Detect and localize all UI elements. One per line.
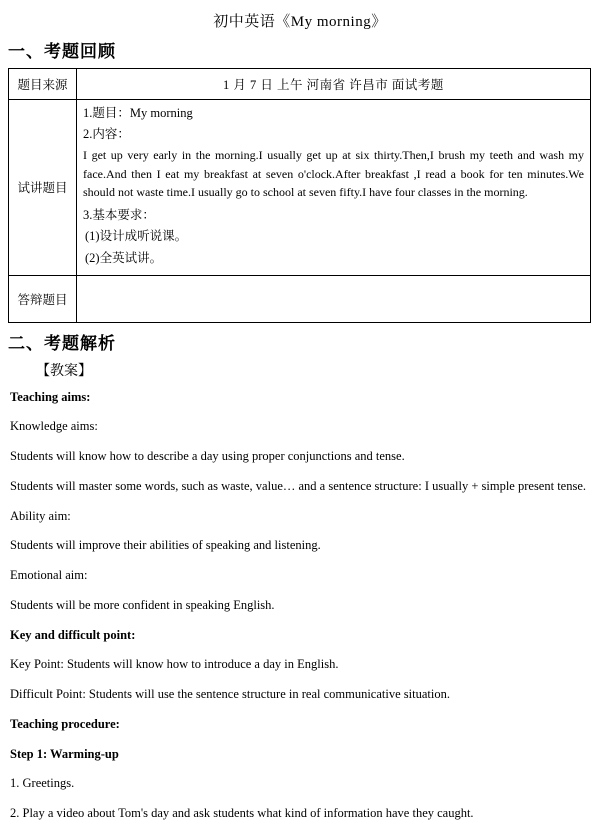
exam-review-table <box>8 68 591 323</box>
source-value-cell: 1 月 7 日 上午 河南省 许昌市 面试考题 <box>77 69 591 100</box>
lesson-requirement-2: (2)全英试讲。 <box>85 250 163 265</box>
analysis-line-8: Key and difficult point: <box>10 627 136 642</box>
lesson-label-cell: 试讲题目 <box>9 100 77 276</box>
analysis-line-1: Knowledge aims: <box>10 419 98 434</box>
lesson-requirement-1: (1)设计成听说课。 <box>85 229 188 244</box>
table-row <box>9 100 591 276</box>
analysis-line-11: Teaching procedure: <box>10 716 120 731</box>
section-heading-analysis: 二、考题解析 <box>8 333 116 353</box>
analysis-line-13: 1. Greetings. <box>10 776 75 791</box>
analysis-line-2: Students will know how to describe a day using proper conjunctions and tense. <box>10 449 405 464</box>
analysis-line-10: Difficult Point: Students will use the sentence structure in real communicative situation. <box>10 687 450 702</box>
analysis-line-12: Step 1: Warming-up <box>10 746 119 761</box>
analysis-line-9: Key Point: Students will know how to introduce a day in English. <box>10 657 339 672</box>
lesson-content-label: 2.内容： <box>83 127 130 142</box>
lesson-passage: I get up very early in the morning.I usually get up at six thirty.Then,I brush my teeth and wash my face.And then I eat my breakfast at seven o'clock.After breakfast ,I read a book for ten minutes.We should not waste time.I usually go to school at seven fifty.I have four classes in the morning. <box>83 148 584 200</box>
answer-label-cell: 答辩题目 <box>9 275 77 322</box>
lesson-requirement-label: 3.基本要求： <box>83 208 155 223</box>
analysis-line-14: 2. Play a video about Tom's day and ask students what kind of information have they caught. <box>10 806 474 821</box>
analysis-line-0: Teaching aims: <box>10 389 91 404</box>
lesson-content-cell <box>77 100 591 276</box>
analysis-line-5: Students will improve their abilities of speaking and listening. <box>10 538 321 553</box>
analysis-line-4: Ability aim: <box>10 508 71 523</box>
lesson-topic-line: 1.题目：My morning <box>83 106 193 120</box>
table-row <box>9 69 591 100</box>
answer-content-cell <box>77 275 591 322</box>
analysis-line-7: Students will be more confident in speaking English. <box>10 597 275 612</box>
teaching-plan-title: 【教案】 <box>36 363 92 379</box>
analysis-line-6: Emotional aim: <box>10 568 88 583</box>
table-row <box>9 275 591 322</box>
source-label-cell: 题目来源 <box>9 69 77 100</box>
page-title: 初中英语《My morning》 <box>213 14 387 30</box>
section-heading-review: 一、考题回顾 <box>8 42 116 61</box>
analysis-line-3: Students will master some words, such as waste, value… and a sentence structure: I usually + simple present tense. <box>10 478 587 493</box>
